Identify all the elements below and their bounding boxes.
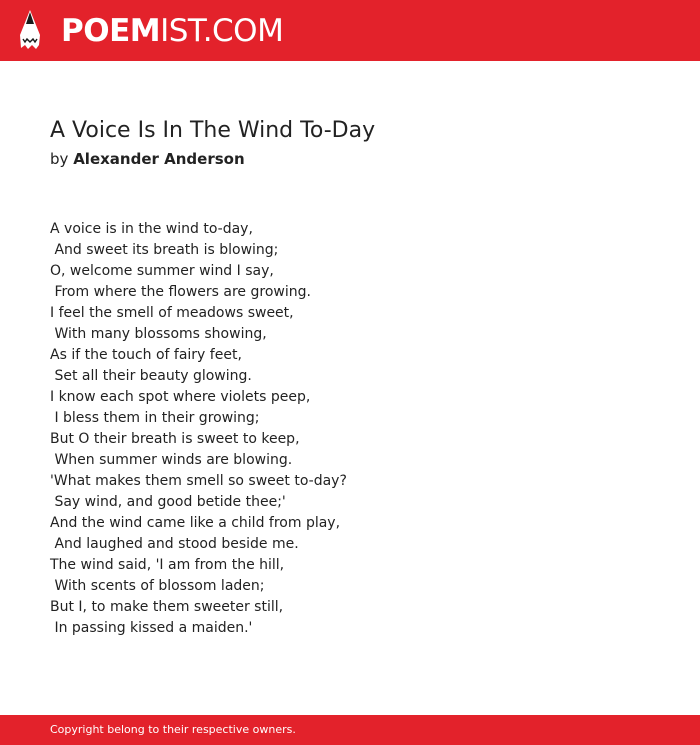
poem-line: With many blossoms showing,	[50, 326, 267, 342]
poem-line: The wind said, 'I am from the hill,	[50, 557, 285, 573]
poem-line: Say wind, and good betide thee;'	[50, 494, 286, 510]
poem-line: A voice is in the wind to-day,	[50, 221, 253, 237]
poem-line: But I, to make them sweeter still,	[50, 599, 284, 615]
site-header	[0, 0, 700, 61]
poem-line: O, welcome summer wind I say,	[50, 263, 274, 279]
poem-line: As if the touch of fairy feet,	[50, 347, 242, 363]
site-logo[interactable]	[61, 11, 283, 51]
poem-line: When summer winds are blowing.	[50, 452, 293, 468]
byline	[50, 149, 245, 169]
poem-line: Set all their beauty glowing.	[50, 368, 252, 384]
poem-line: With scents of blossom laden;	[50, 578, 265, 594]
poem-line: From where the flowers are growing.	[50, 284, 311, 300]
logo-light-text: IST.COM	[160, 13, 284, 49]
poem-line: And sweet its breath is blowing;	[50, 242, 279, 258]
poem-title: A Voice Is In The Wind To-Day	[50, 118, 376, 143]
poem-line: I know each spot where violets peep,	[50, 389, 311, 405]
site-footer	[0, 715, 700, 745]
poem-line: I bless them in their growing;	[50, 410, 260, 426]
logo-bold-text: POEM	[61, 13, 161, 49]
author-name[interactable]: Alexander Anderson	[73, 150, 245, 168]
poem-line: In passing kissed a maiden.'	[50, 620, 253, 636]
pencil-icon[interactable]	[17, 9, 43, 51]
by-label: by	[50, 150, 69, 168]
poem-line: But O their breath is sweet to keep,	[50, 431, 300, 447]
poem-line: 'What makes them smell so sweet to-day?	[50, 473, 347, 489]
poem-body	[50, 219, 347, 639]
poem-line: And the wind came like a child from play,	[50, 515, 341, 531]
poem-line: I feel the smell of meadows sweet,	[50, 305, 294, 321]
poem-line: And laughed and stood beside me.	[50, 536, 299, 552]
copyright-notice: Copyright belong to their respective owners.	[50, 723, 296, 736]
